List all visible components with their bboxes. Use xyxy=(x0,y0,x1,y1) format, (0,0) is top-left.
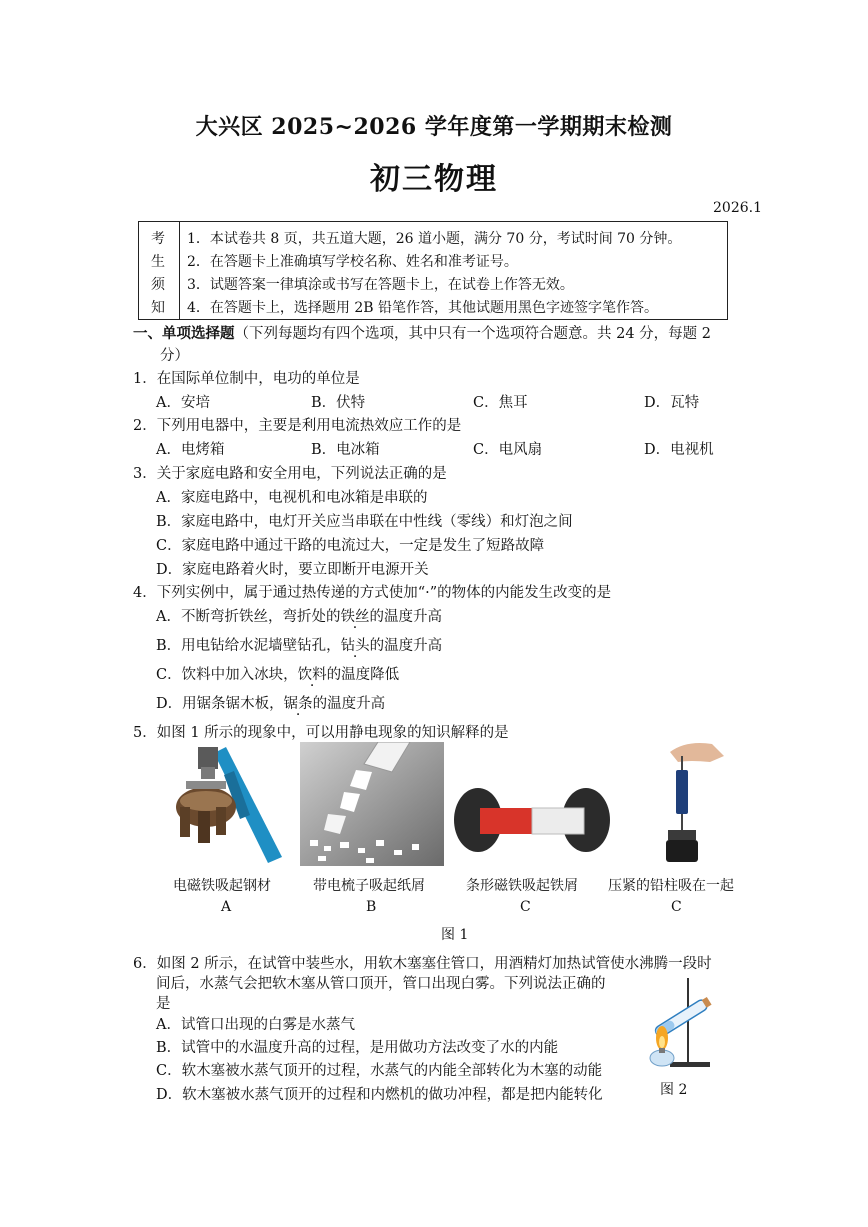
subject-title: 初三物理 xyxy=(370,162,498,197)
q1-option-c: C．焦耳 xyxy=(473,395,528,411)
q5-letter-a: A xyxy=(221,899,232,915)
notice-side-char: 考 xyxy=(151,231,165,247)
notice-side-label xyxy=(139,222,180,319)
figure-test-tube-heating xyxy=(640,972,722,1070)
q4-c-post: 的温度降低 xyxy=(326,667,400,683)
q2-stem: 2．下列用电器中，主要是利用电流热效应工作的是 xyxy=(133,418,462,434)
q6-stem-3: 是 xyxy=(156,996,171,1012)
q5-letter-d: C xyxy=(671,899,682,915)
q1-option-d: D．瓦特 xyxy=(644,395,700,411)
q4-c-dotted: 饮料 xyxy=(297,667,327,683)
q3-stem: 3．关于家庭电路和安全用电，下列说法正确的是 xyxy=(133,466,447,482)
section-desc-cont: 分） xyxy=(160,348,189,364)
q4-a-dotted: 铁丝 xyxy=(340,609,370,625)
q5-caption-a: 电磁铁吸起钢材 xyxy=(173,878,271,894)
q4-option-c xyxy=(156,666,399,684)
q5-caption-c: 条形磁铁吸起铁屑 xyxy=(466,878,578,894)
q2-option-c: C．电风扇 xyxy=(473,442,543,458)
q6-figure-label: 图 2 xyxy=(660,1082,688,1098)
q4-c-pre: C．饮料中加入冰块， xyxy=(156,667,298,683)
notice-box xyxy=(138,221,728,320)
notice-row-3: 3．试题答案一律填涂或书写在答题卡上，在试卷上作答无效。 xyxy=(187,277,574,293)
exam-date: 2026.1 xyxy=(713,200,762,216)
notice-row-2: 2．在答题卡上准确填写学校名称、姓名和准考证号。 xyxy=(187,254,518,270)
q4-d-pre: D．用锯条锯木板， xyxy=(156,696,284,712)
q4-option-d xyxy=(156,695,385,713)
q5-figure-label: 图 1 xyxy=(441,927,469,943)
q6-option-b: B．试管中的水温度升高的过程，是用做功方法改变了水的内能 xyxy=(156,1040,559,1056)
notice-side-char: 知 xyxy=(151,300,165,316)
q4-d-dotted: 锯条 xyxy=(283,696,313,712)
section-heading-line xyxy=(133,325,711,343)
figure-bar-magnet xyxy=(452,780,612,860)
q4-b-dotted: 钻头 xyxy=(340,638,370,654)
notice-side-char: 生 xyxy=(151,254,165,270)
q4-b-post: 的温度升高 xyxy=(369,638,443,654)
q2-option-a: A．电烤箱 xyxy=(156,442,225,458)
figure-lead-cylinders xyxy=(650,738,726,868)
q5-letter-c: C xyxy=(520,899,531,915)
q6-stem-2: 间后，水蒸气会把软木塞从管口顶开，管口出现白雾。下列说法正确的 xyxy=(156,976,606,992)
q6-option-a: A．试管口出现的白雾是水蒸气 xyxy=(156,1017,355,1033)
notice-row-4: 4．在答题卡上，选择题用 2B 铅笔作答，其他试题用黑色字迹签字笔作答。 xyxy=(187,300,659,316)
q6-option-c: C．软木塞被水蒸气顶开的过程，水蒸气的内能全部转化为木塞的动能 xyxy=(156,1063,603,1079)
q5-stem: 5．如图 1 所示的现象中，可以用静电现象的知识解释的是 xyxy=(133,725,509,741)
q1-option-a: A．安培 xyxy=(156,395,210,411)
q5-letter-b: B xyxy=(366,899,377,915)
q5-caption-b: 带电梳子吸起纸屑 xyxy=(313,878,425,894)
q6-option-d: D．软木塞被水蒸气顶开的过程和内燃机的做功冲程，都是把内能转化 xyxy=(156,1087,603,1103)
q2-option-d: D．电视机 xyxy=(644,442,714,458)
q4-option-a xyxy=(156,608,442,626)
q5-caption-d: 压紧的铅柱吸在一起 xyxy=(608,878,734,894)
q3-option-c: C．家庭电路中通过干路的电流过大，一定是发生了短路故障 xyxy=(156,538,545,554)
q4-option-b xyxy=(156,637,442,655)
q1-stem: 1．在国际单位制中，电功的单位是 xyxy=(133,371,360,387)
q4-b-pre: B．用电钻给水泥墙壁钻孔， xyxy=(156,638,341,654)
section-desc: （下列每题均有四个选项，其中只有一个选项符合题意。共 24 分，每题 2 xyxy=(234,326,712,342)
q1-option-b: B．伏特 xyxy=(311,395,366,411)
notice-row-1: 1．本试卷共 8 页，共五道大题，26 道小题，满分 70 分，考试时间 70 分钟。 xyxy=(187,231,682,247)
q4-stem: 4．下列实例中，属于通过热传递的方式使加“·”的物体的内能发生改变的是 xyxy=(133,585,612,601)
q3-option-a: A．家庭电路中，电视机和电冰箱是串联的 xyxy=(156,490,428,506)
q6-stem-1: 6．如图 2 所示，在试管中装些水，用软木塞塞住管口，用酒精灯加热试管使水沸腾一段时 xyxy=(133,956,712,972)
q2-option-b: B．电冰箱 xyxy=(311,442,380,458)
notice-side-char: 须 xyxy=(151,277,165,293)
q4-d-post: 的温度升高 xyxy=(312,696,386,712)
q4-a-pre: A．不断弯折铁丝，弯折处的 xyxy=(156,609,341,625)
q4-a-post: 的温度升高 xyxy=(369,609,442,625)
q3-option-d: D．家庭电路着火时，要立即断开电源开关 xyxy=(156,562,429,578)
section-heading: 一、单项选择题 xyxy=(133,325,235,342)
figure-comb-paper xyxy=(300,742,444,866)
q3-option-b: B．家庭电路中，电灯开关应当串联在中性线（零线）和灯泡之间 xyxy=(156,514,573,530)
figure-electromagnet-crane xyxy=(158,745,283,865)
exam-title: 大兴区 2025~2026 学年度第一学期期末检测 xyxy=(195,114,673,140)
